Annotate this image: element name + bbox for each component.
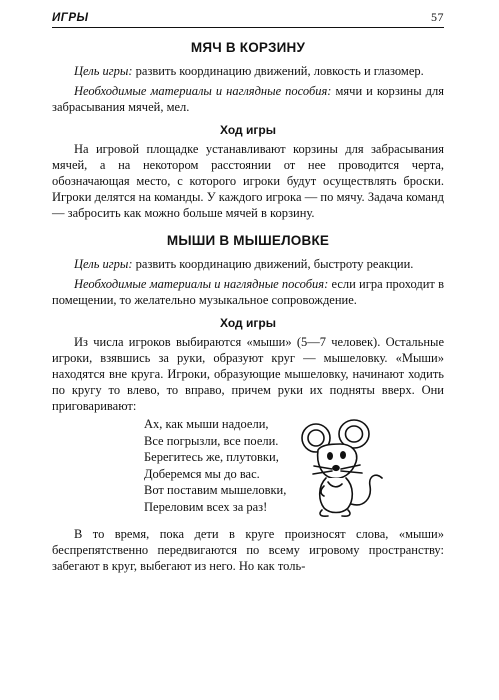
game1-rules-text: На игровой площадке устанавливают корзины для забрасывания мячей, а на некотором расстоянии от нее проводится черта, обозначающая место, с которого игроки будут осуществлять броски. Игроки делятся на команды. У каждого игрока — по мячу. Задача команд — забросить как можно больше мячей в корзину. [52,142,444,220]
game2-goal-label: Цель игры: [74,257,133,271]
page-number: 57 [431,10,444,24]
game1-goal-label: Цель игры: [74,64,133,78]
running-head [52,10,444,28]
poem [144,416,286,515]
game2-goal [52,256,444,272]
poem-line: Берегитесь же, плутовки, [144,450,279,464]
game2-rules-heading: Ход игры [220,316,276,330]
game2-rules-text: Из числа игроков выбираются «мыши» (5—7 человек). Остальные игроки, взявшись за руки, образуют круг — мышеловку. «Мыши» находятся вне круга. Игроки, образующие мышеловку, начинают ходить по кругу то влево, то вправо, причем руки их подняты вверх. Они приговаривают: [52,335,444,413]
game1-materials [52,83,444,115]
poem-line: Вот поставим мышеловки, [144,483,287,497]
poem-block [52,416,444,520]
book-page [52,10,444,574]
poem-line: Переловим всех за раз! [144,499,268,514]
game1-goal-text: развить координацию движений, ловкость и глазомер. [132,64,424,78]
game2-materials-text: если игра проходит в помещении, то желательно музыкальное сопровождение. [52,277,444,307]
game2-materials-label: Необходимые материалы и наглядные пособия: [74,277,329,291]
game1-rules-heading: Ход игры [220,123,276,137]
section-title: ИГРЫ [52,12,89,24]
game1-title: МЯЧ В КОРЗИНУ [190,40,306,55]
game1-goal [52,63,444,79]
game1-materials-text: мячи и корзины для забрасывания мячей, мел. [52,84,445,114]
game2-title: МЫШИ В МЫШЕЛОВКЕ [166,233,330,248]
poem-line: Ах, как мыши надоели, [144,417,269,431]
poem-line: Доберемся мы до вас. [144,466,260,481]
mouse-icon [296,418,388,520]
game2-after-text: В то время, пока дети в круге произносят слова, «мыши» беспрепятственно передвигаются по всему игровому пространству: забегают в круг, выбегают из него. Но как толь- [52,527,444,573]
game1-materials-label: Необходимые материалы и наглядные пособия: [74,84,332,98]
poem-line: Все погрызли, все поели. [144,433,279,448]
game2-goal-text: развить координацию движений, быстроту реакции. [132,257,414,271]
game2-materials [52,276,444,308]
